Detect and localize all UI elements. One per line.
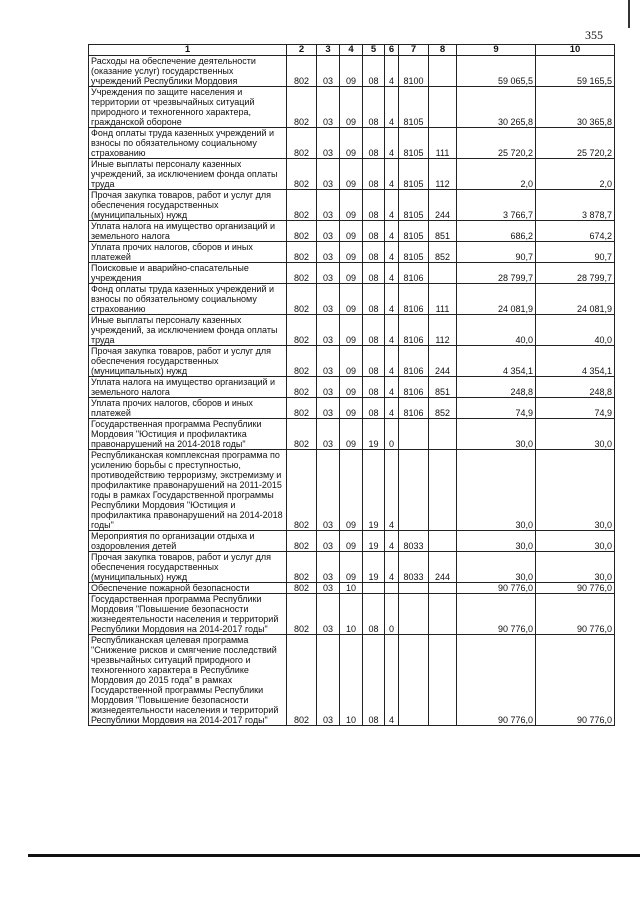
code-cell: 03: [317, 128, 340, 159]
code-cell: 03: [317, 635, 340, 726]
amount-cell: 248,8: [457, 377, 536, 398]
code-cell: 08: [363, 128, 385, 159]
amount-cell: 2,0: [536, 159, 615, 190]
code-cell: 0: [385, 419, 399, 450]
row-name-cell: Фонд оплаты труда казенных учреждений и взносы по обязательному социальному страхованию: [89, 128, 287, 159]
code-cell: 4: [385, 221, 399, 242]
table-row: [89, 450, 615, 531]
code-cell: 4: [385, 190, 399, 221]
header-cell: 7: [399, 45, 429, 56]
amount-cell: 28 799,7: [457, 263, 536, 284]
amount-cell: 59 165,5: [536, 56, 615, 87]
code-cell: 4: [385, 56, 399, 87]
code-cell: 4: [385, 552, 399, 583]
code-cell: 03: [317, 594, 340, 635]
code-cell: 08: [363, 242, 385, 263]
code-cell: [429, 56, 457, 87]
amount-cell: 30,0: [536, 531, 615, 552]
row-name-cell: Обеспечение пожарной безопасности: [89, 583, 287, 594]
code-cell: 802: [287, 531, 317, 552]
code-cell: 244: [429, 346, 457, 377]
code-cell: 09: [340, 56, 363, 87]
code-cell: 4: [385, 531, 399, 552]
code-cell: 802: [287, 56, 317, 87]
code-cell: 09: [340, 419, 363, 450]
code-cell: 802: [287, 377, 317, 398]
row-name-cell: Прочая закупка товаров, работ и услуг для обеспечения государственных (муниципальных) нужд: [89, 190, 287, 221]
amount-cell: 24 081,9: [536, 284, 615, 315]
code-cell: 09: [340, 450, 363, 531]
code-cell: [429, 87, 457, 128]
row-name-cell: Расходы на обеспечение деятельности (оказание услуг) государственных учреждений Республики Мордовия: [89, 56, 287, 87]
code-cell: 8106: [399, 284, 429, 315]
code-cell: 08: [363, 263, 385, 284]
amount-cell: 30,0: [457, 450, 536, 531]
table-row: [89, 159, 615, 190]
table-row: [89, 87, 615, 128]
bottom-rule: [28, 854, 640, 857]
code-cell: 03: [317, 56, 340, 87]
code-cell: 03: [317, 398, 340, 419]
amount-cell: 90 776,0: [536, 635, 615, 726]
row-name-cell: Государственная программа Республики Мордовия "Юстиция и профилактика правонарушений на 2014-2018 годы": [89, 419, 287, 450]
amount-cell: 30,0: [457, 552, 536, 583]
code-cell: 08: [363, 315, 385, 346]
code-cell: [399, 635, 429, 726]
code-cell: 4: [385, 398, 399, 419]
code-cell: [429, 531, 457, 552]
table-row: [89, 315, 615, 346]
header-cell: 10: [536, 45, 615, 56]
code-cell: 802: [287, 159, 317, 190]
code-cell: 802: [287, 635, 317, 726]
amount-cell: 90 776,0: [457, 594, 536, 635]
code-cell: 112: [429, 159, 457, 190]
code-cell: [399, 583, 429, 594]
amount-cell: 28 799,7: [536, 263, 615, 284]
amount-cell: 30,0: [536, 419, 615, 450]
row-name-cell: Уплата налога на имущество организаций и земельного налога: [89, 221, 287, 242]
code-cell: 19: [363, 419, 385, 450]
code-cell: 03: [317, 450, 340, 531]
code-cell: 802: [287, 552, 317, 583]
code-cell: 802: [287, 284, 317, 315]
code-cell: 03: [317, 315, 340, 346]
code-cell: 851: [429, 377, 457, 398]
code-cell: 10: [340, 594, 363, 635]
code-cell: 08: [363, 398, 385, 419]
code-cell: [429, 583, 457, 594]
amount-cell: 74,9: [536, 398, 615, 419]
table-row: [89, 398, 615, 419]
code-cell: 8105: [399, 221, 429, 242]
code-cell: 802: [287, 221, 317, 242]
amount-cell: 40,0: [536, 315, 615, 346]
code-cell: 08: [363, 87, 385, 128]
amount-cell: 30,0: [536, 450, 615, 531]
code-cell: 8100: [399, 56, 429, 87]
amount-cell: 2,0: [457, 159, 536, 190]
code-cell: 09: [340, 531, 363, 552]
amount-cell: 686,2: [457, 221, 536, 242]
code-cell: 4: [385, 635, 399, 726]
row-name-cell: Государственная программа Республики Мордовия "Повышение безопасности жизнедеятельности населения и территорий Республики Мордовия на 2014-2017 годы": [89, 594, 287, 635]
code-cell: 09: [340, 284, 363, 315]
table-row: [89, 635, 615, 726]
code-cell: 4: [385, 284, 399, 315]
amount-cell: 30 365,8: [536, 87, 615, 128]
code-cell: [429, 635, 457, 726]
amount-cell: 74,9: [457, 398, 536, 419]
code-cell: 802: [287, 190, 317, 221]
code-cell: 8106: [399, 263, 429, 284]
code-cell: 08: [363, 284, 385, 315]
header-row: [89, 45, 615, 56]
code-cell: 09: [340, 346, 363, 377]
row-name-cell: Уплата прочих налогов, сборов и иных платежей: [89, 398, 287, 419]
code-cell: 8033: [399, 531, 429, 552]
amount-cell: 90,7: [536, 242, 615, 263]
amount-cell: 24 081,9: [457, 284, 536, 315]
code-cell: 111: [429, 284, 457, 315]
code-cell: 09: [340, 128, 363, 159]
code-cell: 851: [429, 221, 457, 242]
amount-cell: 30,0: [457, 531, 536, 552]
code-cell: 09: [340, 242, 363, 263]
code-cell: 03: [317, 159, 340, 190]
amount-cell: 4 354,1: [457, 346, 536, 377]
table-row: [89, 221, 615, 242]
table-row: [89, 531, 615, 552]
code-cell: 802: [287, 398, 317, 419]
code-cell: 802: [287, 128, 317, 159]
code-cell: 4: [385, 450, 399, 531]
code-cell: 112: [429, 315, 457, 346]
code-cell: 10: [340, 583, 363, 594]
code-cell: 09: [340, 87, 363, 128]
code-cell: 4: [385, 346, 399, 377]
code-cell: 03: [317, 531, 340, 552]
code-cell: 03: [317, 419, 340, 450]
code-cell: 0: [385, 594, 399, 635]
code-cell: 244: [429, 190, 457, 221]
code-cell: 03: [317, 377, 340, 398]
code-cell: 19: [363, 552, 385, 583]
code-cell: 19: [363, 531, 385, 552]
amount-cell: 3 766,7: [457, 190, 536, 221]
code-cell: [429, 450, 457, 531]
code-cell: 8105: [399, 87, 429, 128]
code-cell: 802: [287, 594, 317, 635]
row-name-cell: Республиканская целевая программа "Снижение рисков и смягчение последствий чрезвычайных ситуаций природного и техногенного характера в Республике Мордовия до 2015 года" в рамках Государственной программы Республики Мордовия "Повышение безопасности жизнедеятельности населения и территорий Республики Мордовия на 2014-2017 годы": [89, 635, 287, 726]
amount-cell: 30,0: [536, 552, 615, 583]
code-cell: 03: [317, 552, 340, 583]
code-cell: 802: [287, 242, 317, 263]
code-cell: 852: [429, 242, 457, 263]
amount-cell: 59 065,5: [457, 56, 536, 87]
table-body: [89, 56, 615, 726]
amount-cell: 248,8: [536, 377, 615, 398]
page-number: 355: [585, 28, 603, 42]
code-cell: 4: [385, 159, 399, 190]
table-row: [89, 594, 615, 635]
row-name-cell: Уплата налога на имущество организаций и земельного налога: [89, 377, 287, 398]
code-cell: 802: [287, 263, 317, 284]
row-name-cell: Мероприятия по организации отдыха и оздоровления детей: [89, 531, 287, 552]
corner-mark: [628, 0, 630, 28]
header-cell: 1: [89, 45, 287, 56]
code-cell: 4: [385, 87, 399, 128]
code-cell: 09: [340, 398, 363, 419]
code-cell: [399, 594, 429, 635]
code-cell: 10: [340, 635, 363, 726]
code-cell: 03: [317, 284, 340, 315]
row-name-cell: Иные выплаты персоналу казенных учреждений, за исключением фонда оплаты труда: [89, 159, 287, 190]
table-row: [89, 419, 615, 450]
header-cell: 6: [385, 45, 399, 56]
code-cell: 09: [340, 221, 363, 242]
code-cell: 03: [317, 221, 340, 242]
amount-cell: 674,2: [536, 221, 615, 242]
code-cell: [429, 263, 457, 284]
amount-cell: 30,0: [457, 419, 536, 450]
code-cell: 09: [340, 263, 363, 284]
header-cell: 8: [429, 45, 457, 56]
code-cell: 8033: [399, 552, 429, 583]
table-row: [89, 583, 615, 594]
code-cell: 08: [363, 159, 385, 190]
code-cell: [399, 419, 429, 450]
code-cell: 09: [340, 377, 363, 398]
code-cell: [429, 594, 457, 635]
header-cell: 9: [457, 45, 536, 56]
code-cell: 802: [287, 583, 317, 594]
amount-cell: 90,7: [457, 242, 536, 263]
code-cell: 111: [429, 128, 457, 159]
code-cell: 08: [363, 346, 385, 377]
amount-cell: 25 720,2: [536, 128, 615, 159]
code-cell: 8105: [399, 242, 429, 263]
code-cell: 802: [287, 419, 317, 450]
code-cell: 802: [287, 450, 317, 531]
amount-cell: 25 720,2: [457, 128, 536, 159]
code-cell: 8105: [399, 190, 429, 221]
code-cell: 8106: [399, 377, 429, 398]
code-cell: 03: [317, 263, 340, 284]
table-row: [89, 346, 615, 377]
header-cell: 3: [317, 45, 340, 56]
budget-table: [88, 44, 615, 726]
table-row: [89, 284, 615, 315]
code-cell: 4: [385, 128, 399, 159]
header-cell: 5: [363, 45, 385, 56]
code-cell: 244: [429, 552, 457, 583]
code-cell: 09: [340, 315, 363, 346]
code-cell: 03: [317, 242, 340, 263]
code-cell: [399, 450, 429, 531]
amount-cell: 90 776,0: [536, 583, 615, 594]
table-row: [89, 242, 615, 263]
code-cell: 03: [317, 87, 340, 128]
amount-cell: 90 776,0: [457, 583, 536, 594]
code-cell: 03: [317, 190, 340, 221]
code-cell: 09: [340, 552, 363, 583]
code-cell: 4: [385, 377, 399, 398]
code-cell: 19: [363, 450, 385, 531]
amount-cell: 90 776,0: [457, 635, 536, 726]
code-cell: 8106: [399, 398, 429, 419]
code-cell: 8106: [399, 346, 429, 377]
table-row: [89, 377, 615, 398]
code-cell: 4: [385, 263, 399, 284]
code-cell: 08: [363, 221, 385, 242]
code-cell: 08: [363, 56, 385, 87]
code-cell: 09: [340, 190, 363, 221]
code-cell: 8106: [399, 315, 429, 346]
code-cell: 08: [363, 377, 385, 398]
code-cell: 08: [363, 594, 385, 635]
code-cell: 8105: [399, 128, 429, 159]
code-cell: 03: [317, 346, 340, 377]
amount-cell: 30 265,8: [457, 87, 536, 128]
code-cell: 802: [287, 346, 317, 377]
code-cell: 09: [340, 159, 363, 190]
row-name-cell: Прочая закупка товаров, работ и услуг для обеспечения государственных (муниципальных) нужд: [89, 552, 287, 583]
table-row: [89, 263, 615, 284]
row-name-cell: Республиканская комплексная программа по усилению борьбы с преступностью, противодействию терроризму, экстремизму и профилактике правонарушений на 2011-2015 годы в рамках Государственной программы Республики Мордовия "Юстиция и профилактика правонарушений на 2014-2018 годы": [89, 450, 287, 531]
row-name-cell: Поисковые и аварийно-спасательные учреждения: [89, 263, 287, 284]
table-row: [89, 56, 615, 87]
code-cell: 802: [287, 315, 317, 346]
row-name-cell: Уплата прочих налогов, сборов и иных платежей: [89, 242, 287, 263]
table-row: [89, 552, 615, 583]
header-cell: 4: [340, 45, 363, 56]
code-cell: 08: [363, 190, 385, 221]
code-cell: 03: [317, 583, 340, 594]
code-cell: 4: [385, 315, 399, 346]
code-cell: 852: [429, 398, 457, 419]
code-cell: [385, 583, 399, 594]
code-cell: 802: [287, 87, 317, 128]
row-name-cell: Прочая закупка товаров, работ и услуг для обеспечения государственных (муниципальных) нужд: [89, 346, 287, 377]
table-row: [89, 128, 615, 159]
row-name-cell: Учреждения по защите населения и территории от чрезвычайных ситуаций природного и техногенного характера, гражданской обороне: [89, 87, 287, 128]
header-cell: 2: [287, 45, 317, 56]
code-cell: 4: [385, 242, 399, 263]
row-name-cell: Фонд оплаты труда казенных учреждений и взносы по обязательному социальному страхованию: [89, 284, 287, 315]
amount-cell: 3 878,7: [536, 190, 615, 221]
code-cell: 8105: [399, 159, 429, 190]
row-name-cell: Иные выплаты персоналу казенных учреждений, за исключением фонда оплаты труда: [89, 315, 287, 346]
amount-cell: 40,0: [457, 315, 536, 346]
code-cell: [363, 583, 385, 594]
code-cell: 08: [363, 635, 385, 726]
table-row: [89, 190, 615, 221]
amount-cell: 90 776,0: [536, 594, 615, 635]
code-cell: [429, 419, 457, 450]
amount-cell: 4 354,1: [536, 346, 615, 377]
